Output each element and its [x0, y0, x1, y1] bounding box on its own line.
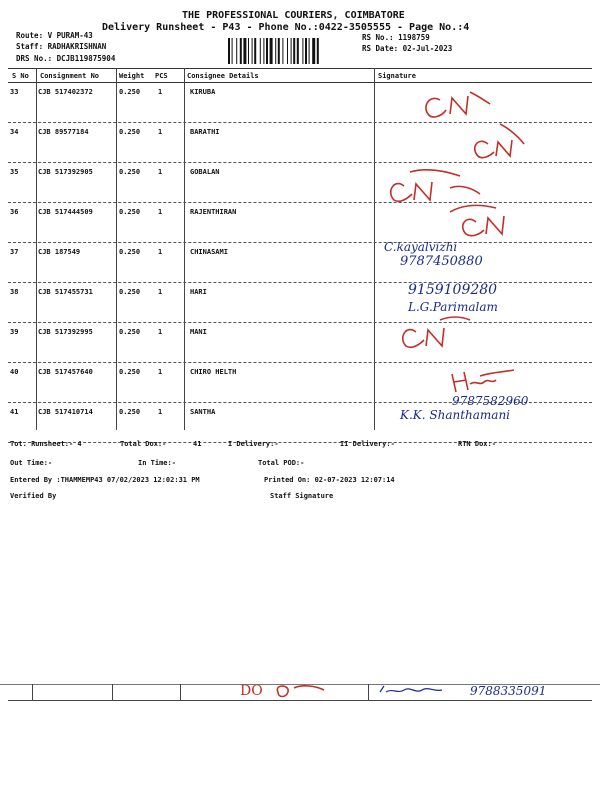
row-weight: 0.250: [119, 408, 141, 416]
drs-label: DRS No.: DCJB119875904: [16, 54, 116, 63]
row-separator: [8, 442, 592, 443]
row-sno: 35: [10, 168, 19, 176]
tot-runsheet: Tot. Runsheet:- 4: [10, 440, 82, 448]
verified-by: Verified By: [10, 492, 57, 500]
signature-text: C.kayalvizhi: [384, 240, 458, 254]
total-pod: Total POD:-: [258, 459, 305, 467]
signature-text: L.G.Parimalam: [408, 300, 498, 314]
fragment-divider: [368, 684, 369, 700]
route-label: Route: V PURAM-43: [16, 31, 93, 40]
row-consignee: RAJENTHIRAN: [190, 208, 237, 216]
row-consignee: HARI: [190, 288, 207, 296]
row-weight: 0.250: [119, 88, 141, 96]
i-delivery: I Delivery:-: [228, 440, 279, 448]
row-sno: 39: [10, 328, 19, 336]
signature-mark: [272, 682, 332, 700]
row-pcs: 1: [158, 168, 163, 176]
row-weight: 0.250: [119, 368, 141, 376]
row-consignment-no: CJB 187549: [38, 248, 81, 256]
barcode-image: [228, 38, 352, 64]
col-header-sno: S No: [12, 72, 29, 80]
row-consignee: CHINASAMI: [190, 248, 228, 256]
row-pcs: 1: [158, 88, 163, 96]
row-consignee: BARATHI: [190, 128, 220, 136]
rs-date: RS Date: 02-Jul-2023: [362, 44, 453, 53]
row-weight: 0.250: [119, 128, 141, 136]
fragment-divider: [180, 684, 181, 700]
in-time: In Time:-: [138, 459, 176, 467]
phone-handwritten: 9787450880: [400, 254, 483, 269]
col-header-weight: Weight: [119, 72, 145, 80]
row-weight: 0.250: [119, 328, 141, 336]
table-top-border: [8, 68, 592, 69]
col-header-consignee: Consignee Details: [187, 72, 259, 80]
signature-text: DO: [240, 683, 263, 699]
row-consignment-no: CJB 517392995: [38, 328, 93, 336]
row-consignee: MANI: [190, 328, 207, 336]
row-sno: 40: [10, 368, 19, 376]
row-consignment-no: CJB 517392905: [38, 168, 93, 176]
row-pcs: 1: [158, 408, 163, 416]
total-dox-label: Total Dox:-: [120, 440, 167, 448]
row-consignee: GOBALAN: [190, 168, 220, 176]
signature-mark: [426, 98, 446, 117]
out-time: Out Time:-: [10, 459, 53, 467]
row-consignment-no: CJB 517457640: [38, 368, 93, 376]
fragment-border: [8, 700, 592, 701]
row-sno: 33: [10, 88, 19, 96]
row-consignee: CHIRO HELTH: [190, 368, 237, 376]
row-weight: 0.250: [119, 288, 141, 296]
signature-text: K.K. Shanthamani: [400, 408, 511, 422]
row-sno: 36: [10, 208, 19, 216]
rtn-dox: RTN Dox:-: [458, 440, 496, 448]
row-consignment-no: CJB 517402372: [38, 88, 93, 96]
row-sno: 37: [10, 248, 19, 256]
col-header-pcs: PCS: [155, 72, 168, 80]
phone-handwritten: 9159109280: [408, 282, 498, 298]
row-consignment-no: CJB 517410714: [38, 408, 93, 416]
row-weight: 0.250: [119, 208, 141, 216]
signature-mark: [376, 684, 466, 698]
staff-signature: Staff Signature: [270, 492, 334, 500]
runsheet-title: Delivery Runsheet - P43 - Phone No.:0422-3505555 - Page No.:4: [102, 22, 470, 33]
row-pcs: 1: [158, 208, 163, 216]
col-header-consignment: Consignment No: [40, 72, 100, 80]
entered-by: Entered By :THAMMEMP43 07/02/2023 12:02:31 PM: [10, 476, 200, 484]
staff-label: Staff: RADHAKRISHNAN: [16, 42, 107, 51]
row-pcs: 1: [158, 368, 163, 376]
row-consignment-no: CJB 517444509: [38, 208, 93, 216]
row-pcs: 1: [158, 328, 163, 336]
ii-delivery: II Delivery:-: [340, 440, 395, 448]
row-sno: 41: [10, 408, 19, 416]
col-header-signature: Signature: [378, 72, 416, 80]
next-page-fragment: [0, 684, 600, 801]
row-sno: 34: [10, 128, 19, 136]
rs-number: RS No.: 1198759: [362, 33, 430, 42]
total-dox-value: 41: [193, 440, 202, 448]
row-weight: 0.250: [119, 168, 141, 176]
company-title: THE PROFESSIONAL COURIERS, COIMBATORE: [182, 10, 405, 21]
row-pcs: 1: [158, 248, 163, 256]
table-header-border: [8, 82, 592, 83]
row-weight: 0.250: [119, 248, 141, 256]
fragment-divider: [32, 684, 33, 700]
row-sno: 38: [10, 288, 19, 296]
row-consignment-no: CJB 89577184: [38, 128, 89, 136]
row-consignee: SANTHA: [190, 408, 216, 416]
printed-on: Printed On: 02-07-2023 12:07:14: [264, 476, 395, 484]
phone-handwritten: 9787582960: [452, 394, 529, 408]
row-pcs: 1: [158, 288, 163, 296]
fragment-divider: [112, 684, 113, 700]
row-pcs: 1: [158, 128, 163, 136]
phone-handwritten: 9788335091: [470, 684, 547, 698]
row-consignment-no: CJB 517455731: [38, 288, 93, 296]
row-consignee: KIRUBA: [190, 88, 216, 96]
